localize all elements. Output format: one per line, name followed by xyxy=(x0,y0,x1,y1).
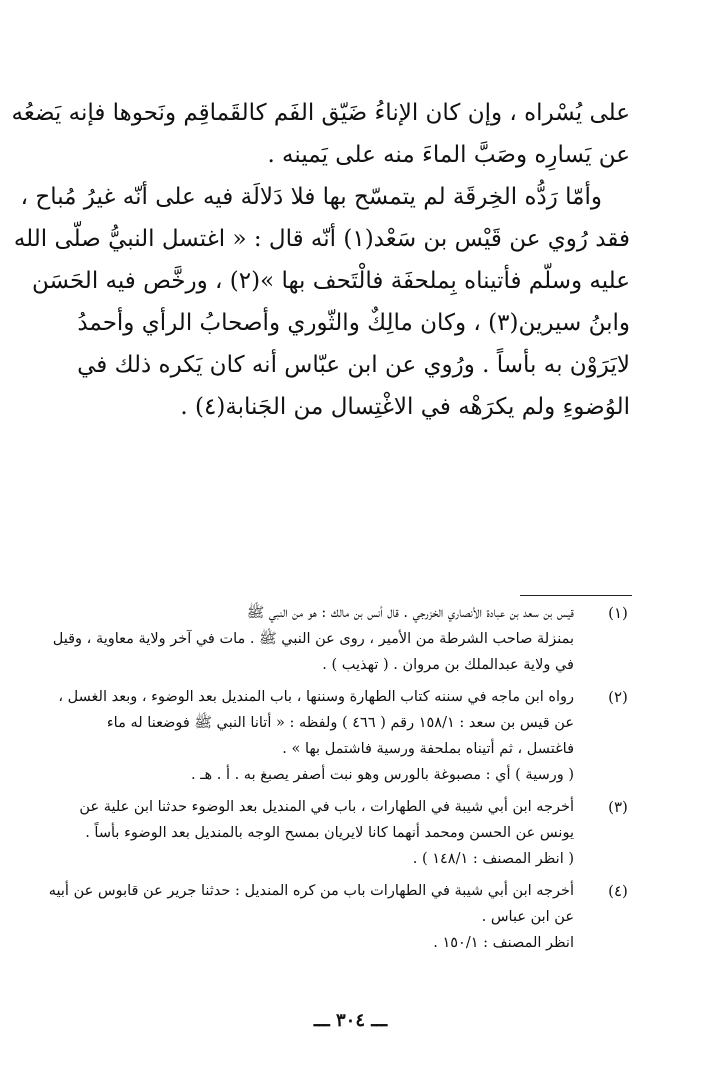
footnote-line: بمنزلة صاحب الشرطة من الأمير ، روى عن النبي ﷺ . مات في آخر ولاية معاوية ، وقيل xyxy=(52,631,574,647)
footnote-2 xyxy=(42,684,636,788)
main-text-line: فقد رُوي عن قَيْس بن سَعْد(١) أنّه قال : « اغتسل النبيُّ صلّى الله xyxy=(13,226,630,252)
footnote-1 xyxy=(42,600,636,678)
footnote-separator xyxy=(520,595,632,596)
footnote-number: (١) xyxy=(608,604,628,622)
footnote-line: أخرجه ابن أبي شيبة في الطهارات باب من كره المنديل : حدثنا جرير عن قابوس عن أبيه xyxy=(48,883,574,899)
footnote-number: (٣) xyxy=(608,798,628,816)
footnote-line: أخرجه ابن أبي شيبة في الطهارات ، باب في المنديل بعد الوضوء حدثنا ابن علية عن xyxy=(79,799,574,815)
main-text-line: على يُسْراه ، وإن كان الإناءُ ضَيّق الفَم كالقَماقِم ونَحوها فإنه يَضعُه xyxy=(11,100,630,126)
main-text-line: وأمّا رَدُّه الخِرقَة لم يتمسّح بها فلا دَلالَة فيه على أنّه غيرُ مُباح ، xyxy=(20,184,602,210)
main-text-line: لايَرَوْن به بأساً . ورُوي عن ابن عبّاس أنه كان يَكره ذلك في xyxy=(77,352,630,378)
page-number: ـــ ٣٠٤ ـــ xyxy=(313,1010,388,1031)
footnote-line: ( انظر المصنف : ١٤٨/١ ) . xyxy=(412,851,574,867)
footnote-number: (٤) xyxy=(608,882,628,900)
footnote-line: انظر المصنف : ١٥٠/١ . xyxy=(433,935,574,951)
footnotes xyxy=(42,600,636,962)
main-text-line: عليه وسلّم فأتيناه بِملحفَة فالْتَحف بها »(٢) ، ورخَّص فيه الحَسَن xyxy=(31,268,630,294)
footnote-body xyxy=(42,878,574,956)
footnote-line: فاغتسل ، ثم أتيناه بملحفة ورسية فاشتمل بها » . xyxy=(282,741,574,757)
footnote-body xyxy=(42,794,574,872)
footnote-line: عن قيس بن سعد : ١٥٨/١ رقم ( ٤٦٦ ) ولفظه : « أتانا النبي ﷺ فوضعنا له ماء xyxy=(106,715,574,731)
main-text-line: وابنُ سيرين(٣) ، وكان مالِكٌ والثّوري وأصحابُ الرأي وأحمدُ xyxy=(77,310,630,336)
footnote-line: عن ابن عباس . xyxy=(481,909,574,925)
footnote-number: (٢) xyxy=(608,688,628,706)
footnote-4 xyxy=(42,878,636,956)
footnote-line: ( ورسية ) أي : مصبوغة بالورس وهو نبت أصفر يصبغ به . أ . هـ . xyxy=(191,767,574,783)
main-text-line: عن يَسارِه وصَبَّ الماءَ منه على يَمينه . xyxy=(267,142,630,168)
main-text-line: الوُضوءِ ولم يكرَهْه في الاغْتِسال من الجَنابة(٤) . xyxy=(180,394,630,420)
footnote-body xyxy=(42,684,574,788)
footnote-line: في ولاية عبدالملك بن مروان . ( تهذيب ) . xyxy=(322,657,574,673)
footnote-line: رواه ابن ماجه في سننه كتاب الطهارة وسننها ، باب المنديل بعد الوضوء ، وبعد الغسل ، xyxy=(58,689,574,705)
footnote-line: قيس بن سعد بن عبادة الأنصاري الخزرجي . قال أنس بن مالك : هو من النبي ﷺ xyxy=(246,605,574,621)
footnote-line: يونس عن الحسن ومحمد أنهما كانا لايريان بمسح الوجه بالمنديل بعد الوضوء بأساً . xyxy=(85,825,574,841)
main-text-block xyxy=(11,92,630,428)
footnote-3 xyxy=(42,794,636,872)
footnote-body xyxy=(42,600,574,678)
